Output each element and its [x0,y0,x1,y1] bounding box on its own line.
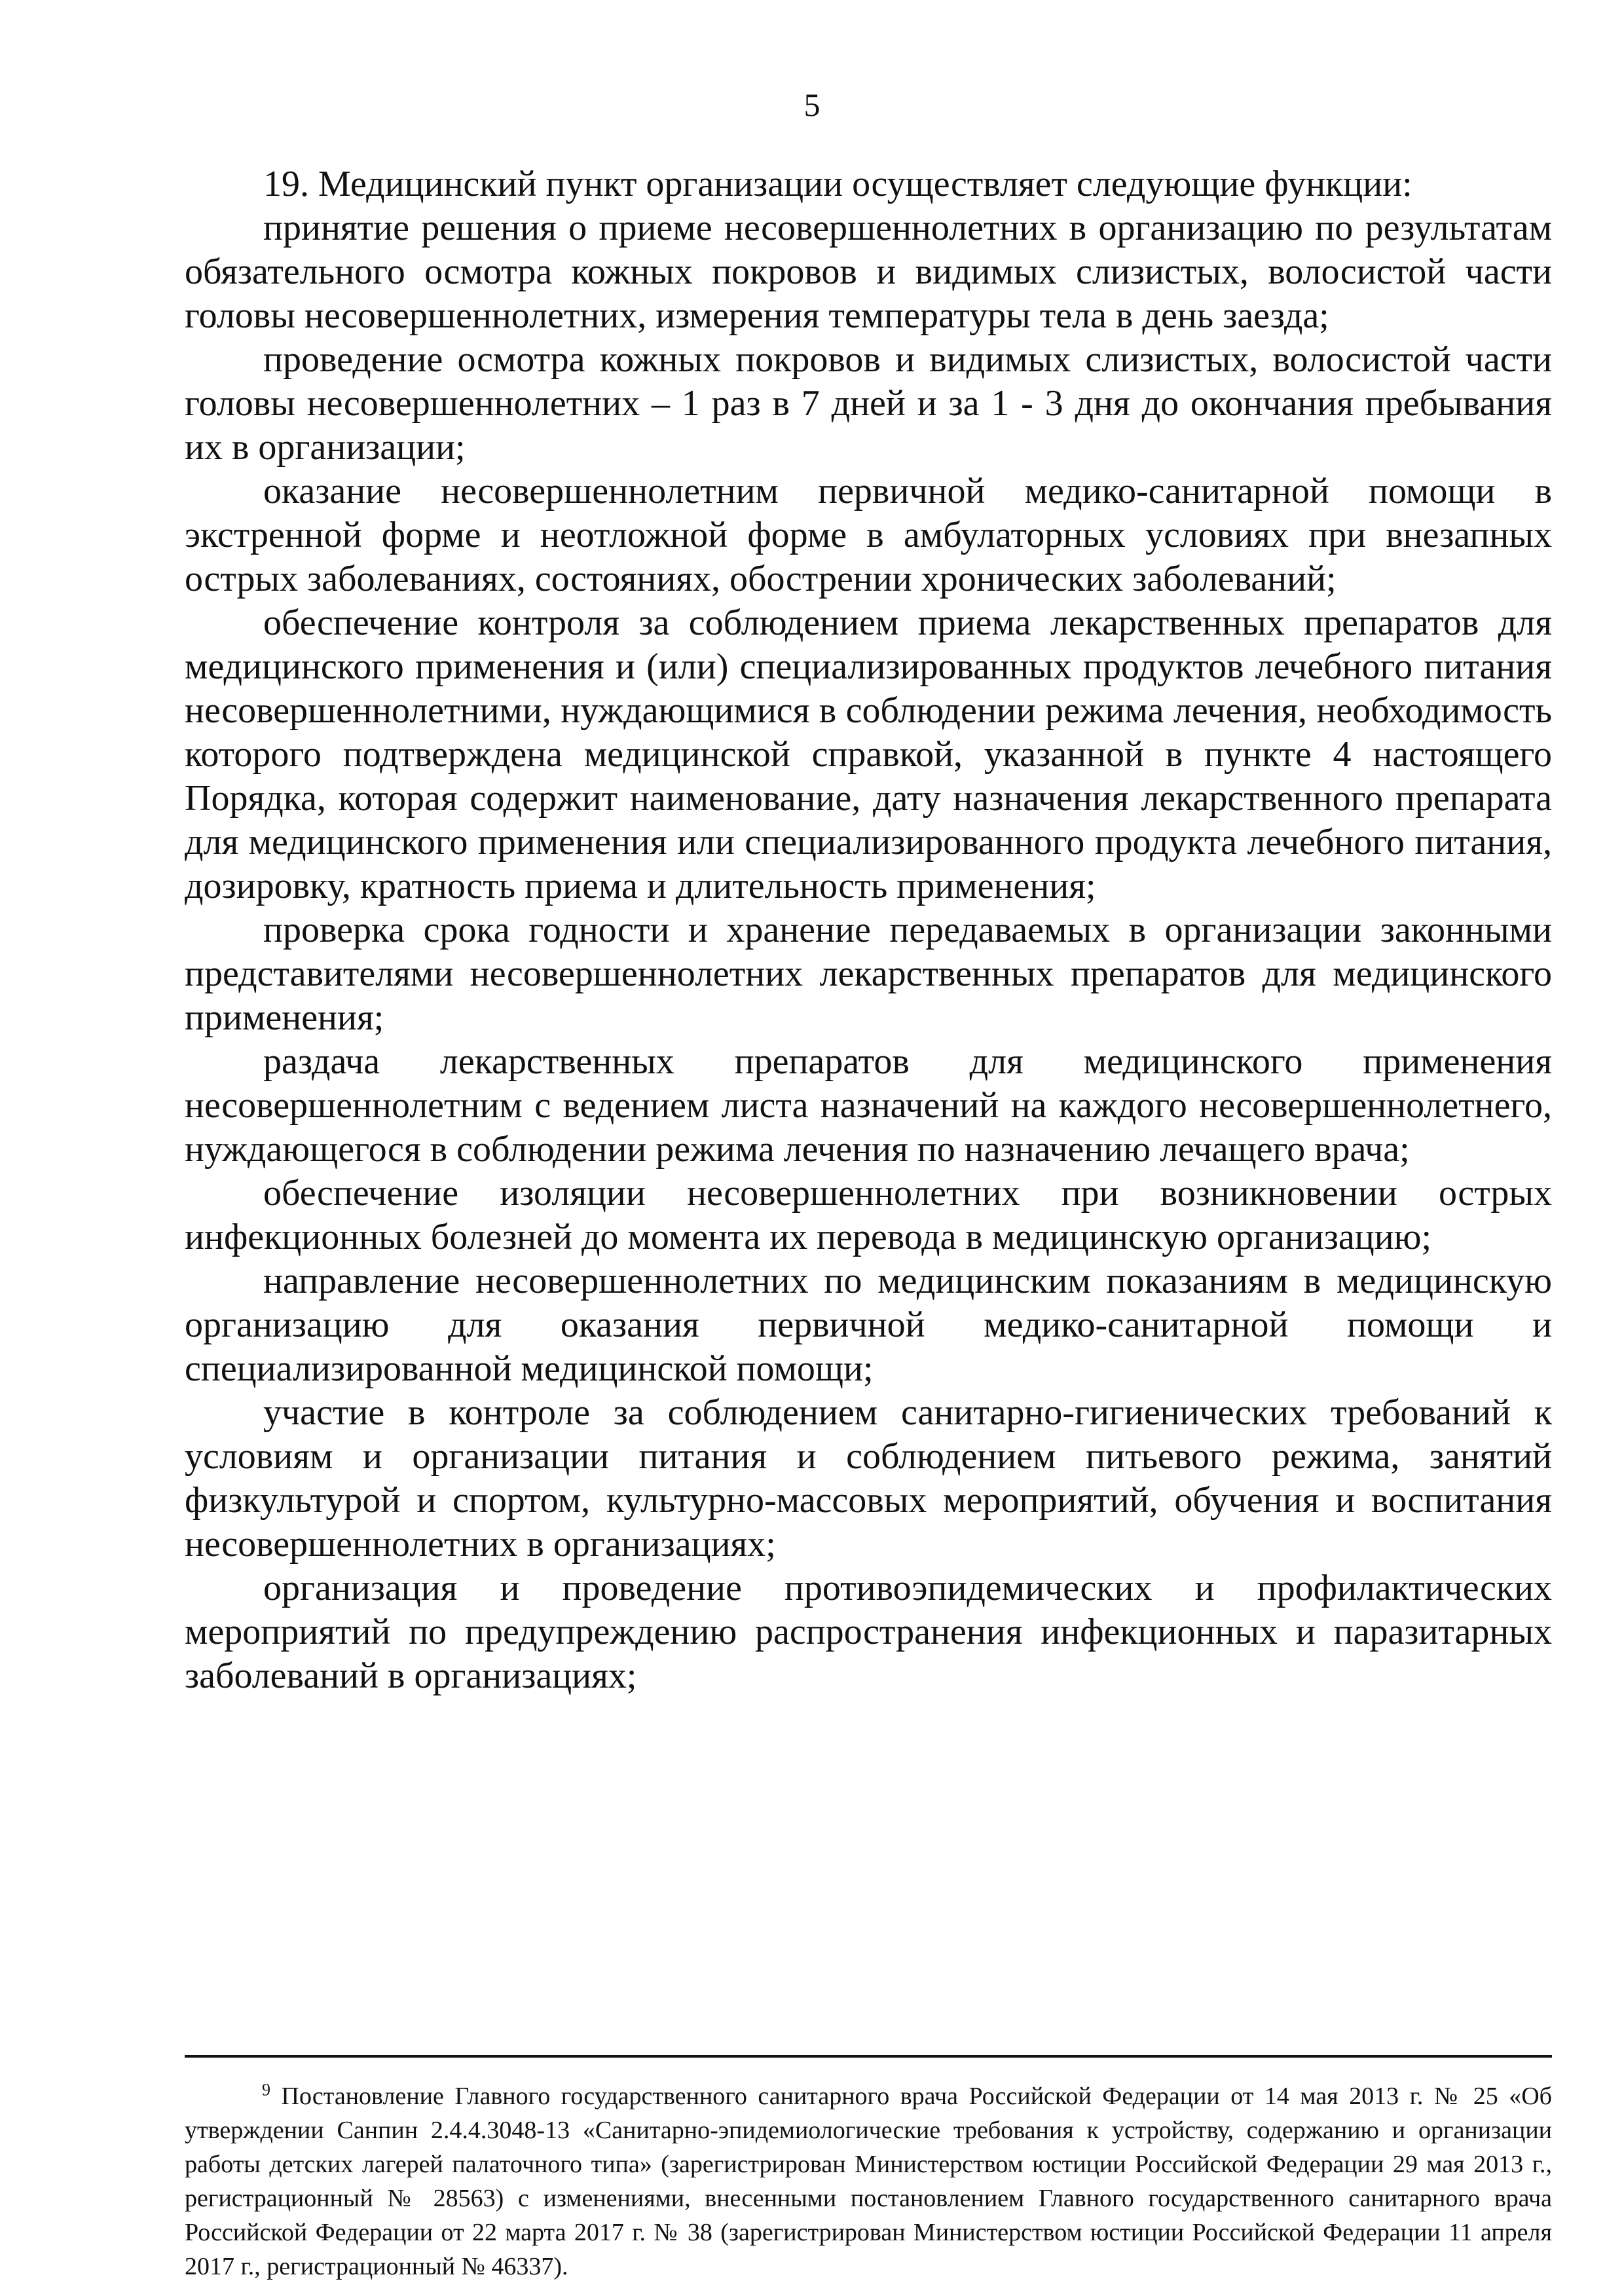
paragraph-referral: направление несовершеннолетних по медицинским показаниям в медицинскую организацию для оказания первичной медико-санитарной помощи и специализированной медицинской помощи; [185,1261,1552,1389]
paragraph-medication-distribution: раздача лекарственных препаратов для медицинского применения несовершеннолетним с ведением листа назначений на каждого несовершеннолетнего, нуждающегося в соблюдении режима лечения по назначению лечащего врача; [185,1041,1552,1170]
footnote-text: Постановление Главного государственного санитарного врача Российской Федерации от 14 мая 2013 г. № 25 «Об утверждении Санпин 2.4.4.3048-13 «Санитарно-эпидемиологические требования к устройству, содержанию и организации работы детских лагерей палаточного типа» (зарегистрирован Министерством юстиции Российской Федерации 29 мая 2013 г., регистрационный № 28563) с изменениями, внесенными постановлением Главного государственного санитарного врача Российской Федерации от 22 марта 2017 г. № 38 (зарегистрирован Министерством юстиции Российской Федерации 11 апреля 2017 г., регистрационный № 46337). [185,2083,1553,2280]
body-text [185,162,1552,1698]
page-number: 5 [803,86,821,123]
paragraph-expiry-check: проверка срока годности и хранение передаваемых в организации законными представителями несовершеннолетних лекарственных препаратов для медицинского применения; [185,910,1552,1038]
paragraph-primary-care: оказание несовершеннолетним первичной медико-санитарной помощи в экстренной форме и неотложной форме в амбулаторных условиях при внезапных острых заболеваниях, состояниях, обострении хронических заболеваний; [185,471,1552,599]
footnote-separator [185,2055,1552,2058]
paragraph-sanitary-control: участие в контроле за соблюдением санитарно-гигиенических требований к условиям и организации питания и соблюдением питьевого режима, занятий физкультурой и спортом, культурно-массовых мероприятий, обучения и воспитания несовершеннолетних в организациях; [185,1392,1552,1565]
paragraph-medication-control: обеспечение контроля за соблюдением приема лекарственных препаратов для медицинского применения и (или) специализированных продуктов лечебного питания несовершеннолетними, нуждающимися в соблюдении режима лечения, необходимость которого подтверждена медицинской справкой, указанной в пункте 4 настоящего Порядка, которая содержит наименование, дату назначения лекарственного препарата для медицинского применения или специализированного продукта лечебного питания, дозировку, кратность приема и длительность применения; [185,602,1552,906]
paragraph-item-19-heading: 19. Медицинский пункт организации осуществляет следующие функции: [263,164,1412,204]
paragraph-skin-inspection: проведение осмотра кожных покровов и видимых слизистых, волосистой части головы несовершеннолетних – 1 раз в 7 дней и за 1 - 3 дня до окончания пребывания их в организации; [185,339,1552,468]
paragraph-isolation: обеспечение изоляции несовершеннолетних при возникновении острых инфекционных болезней до момента их перевода в медицинскую организацию; [185,1173,1552,1257]
footnote-marker: 9 [262,2080,270,2100]
paragraph-epidemic-prevention: организация и проведение противоэпидемических и профилактических мероприятий по предупреждению распространения инфекционных и паразитарных заболеваний в организациях; [185,1568,1552,1696]
footnote [185,2079,1552,2284]
paragraph-admission-decision: принятие решения о приеме несовершеннолетних в организацию по результатам обязательного осмотра кожных покровов и видимых слизистых, волосистой части головы несовершеннолетних, измерения температуры тела в день заезда; [185,208,1552,336]
